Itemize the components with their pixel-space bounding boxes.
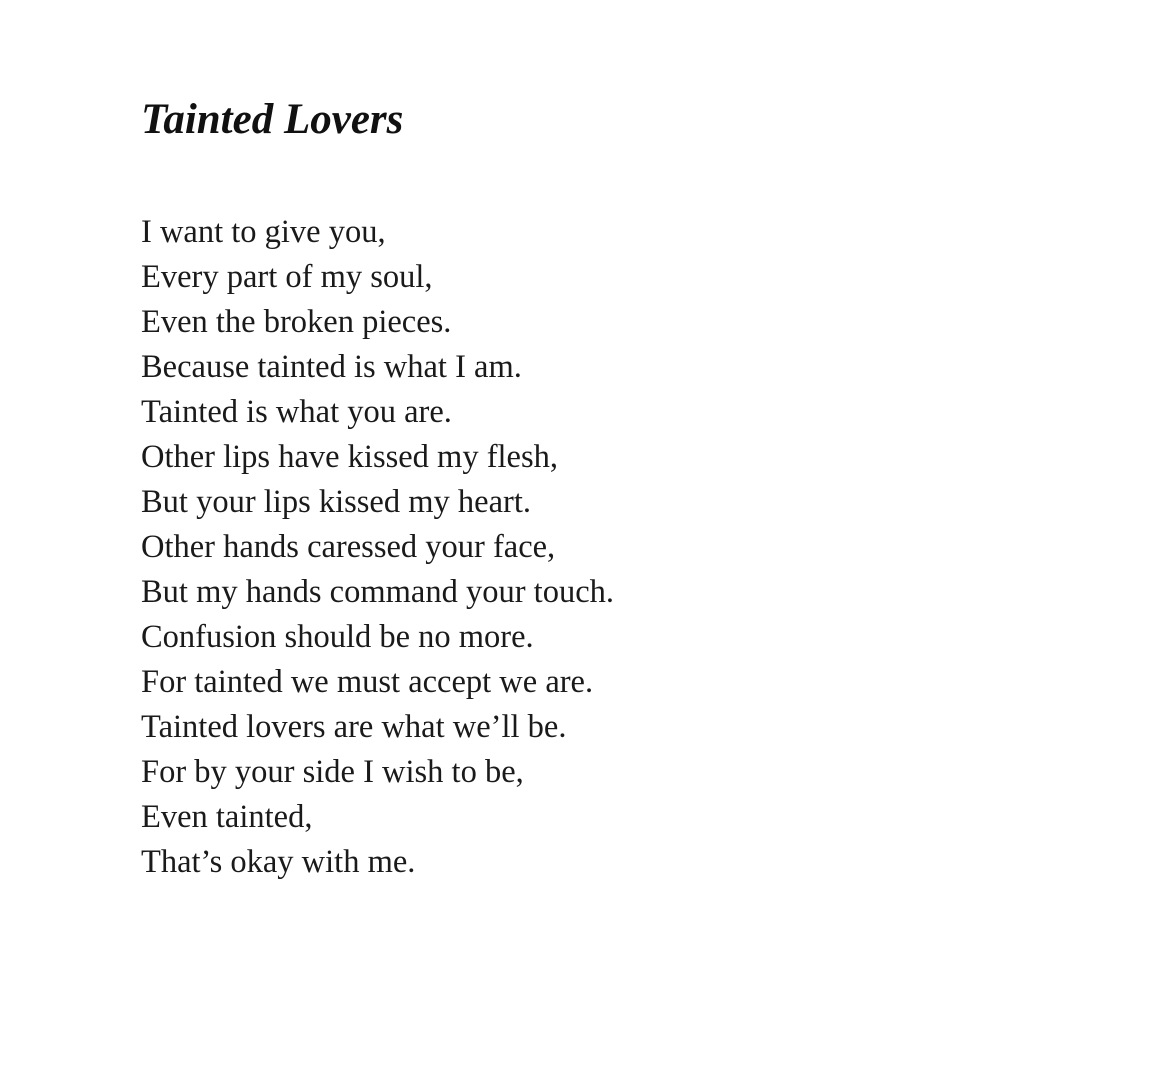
poem-line: Tainted lovers are what we’ll be. [141,709,567,745]
poem-title: Tainted Lovers [141,96,404,143]
poem-line: Tainted is what you are. [141,394,452,430]
poem-line: Confusion should be no more. [141,619,534,655]
poem-line: That’s okay with me. [141,844,416,880]
poem-line: But your lips kissed my heart. [141,484,531,520]
poem-line: For tainted we must accept we are. [141,664,594,700]
poem [141,92,1101,885]
poem-line: Other hands caressed your face, [141,529,556,565]
poem-line: I want to give you, [141,214,386,250]
poem-line: Even the broken pieces. [141,304,452,340]
poem-line: For by your side I wish to be, [141,754,524,790]
poem-stanza [141,210,1101,885]
poem-line: But my hands command your touch. [141,574,614,610]
poem-line: Other lips have kissed my flesh, [141,439,559,475]
poem-line: Because tainted is what I am. [141,349,522,385]
poem-line: Even tainted, [141,799,313,835]
poem-line: Every part of my soul, [141,259,433,295]
